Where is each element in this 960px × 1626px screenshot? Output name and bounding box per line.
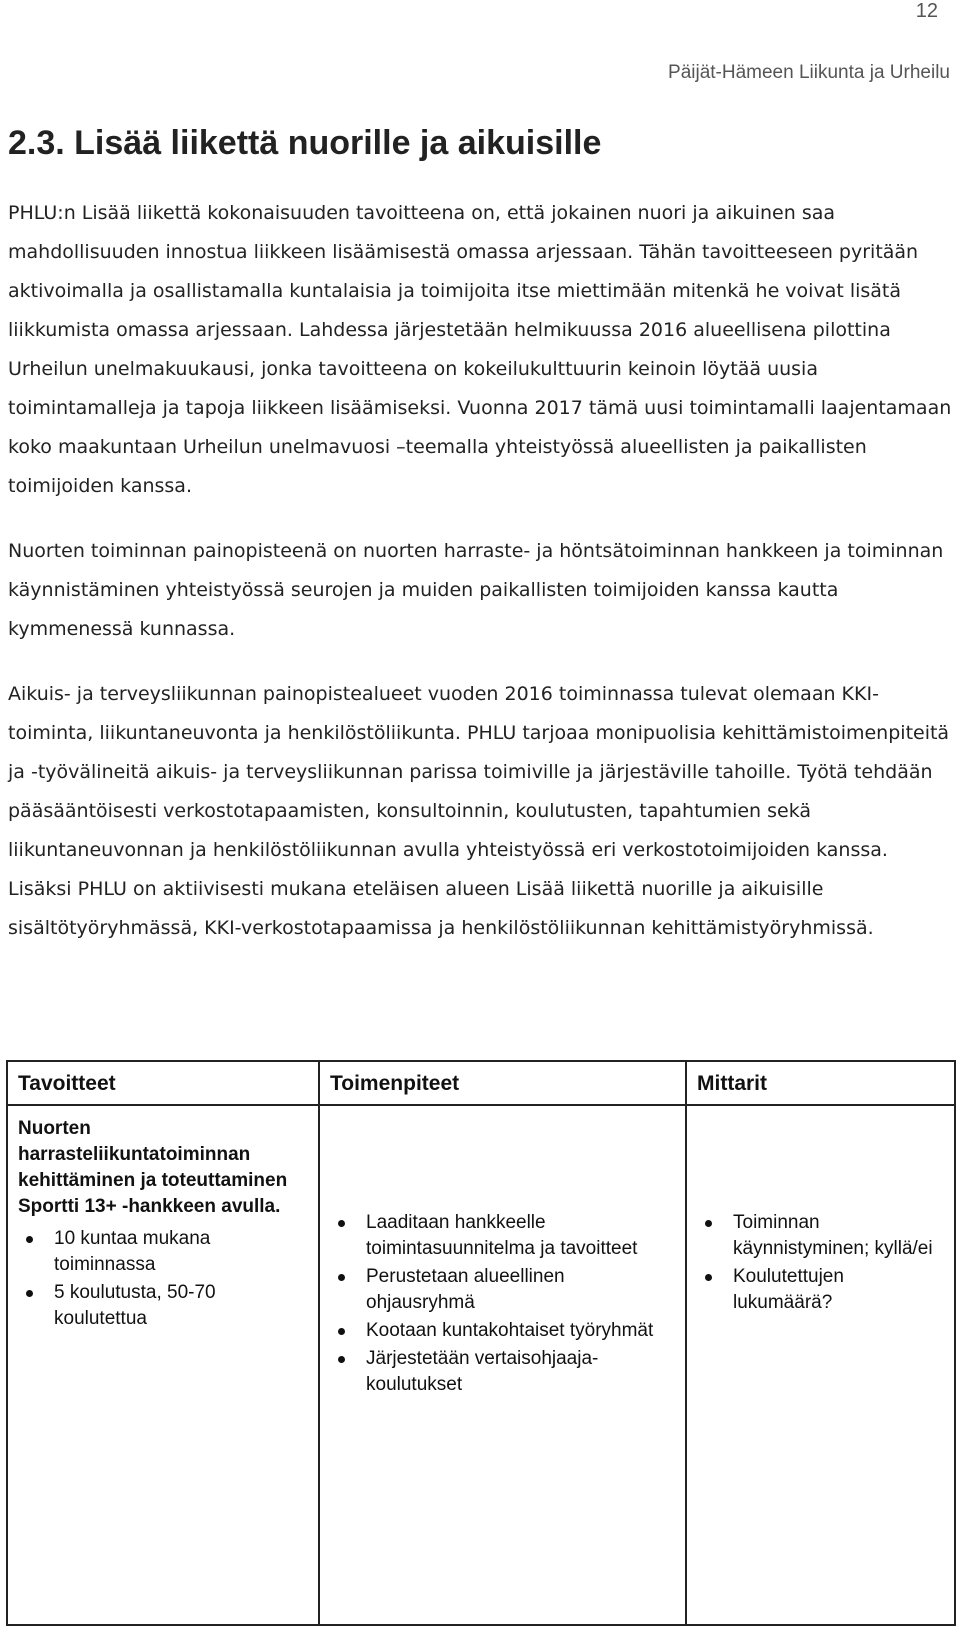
page-number: 12 — [915, 0, 938, 22]
paragraph-1: PHLU:n Lisää liikettä kokonaisuuden tavoitteena on, että jokainen nuori ja aikuinen saa mahdollisuuden innostua liikkeen lisäämisestä omassa arjessaan. Tähän tavoitteeseen pyritään aktivoimalla ja osallistamalla kuntalaisia ja toimijoita itse miettimään mitenkä he voivat lisätä liikkumista omassa arjessaan. Lahdessa järjestetään helmikuussa 2016 alueellisena pilottina Urheilun unelmakuukausi, jonka tavoitteena on kokeilukulttuurin keinoin löytää uusia toimintamalleja ja tapoja liikkeen lisäämiseksi. Vuonna 2017 tämä uusi toimintamalli laajentamaan koko maakuntaan Urheilun unelmavuosi –teemalla yhteistyössä alueellisten ja paikallisten toimijoiden kanssa. — [8, 202, 952, 497]
metrics-list — [697, 1210, 944, 1316]
goal-title: Nuorten harrasteliikuntatoiminnan kehittäminen ja toteuttaminen Sportti 13+ -hankkeen avulla. — [18, 1118, 288, 1217]
table-row — [7, 1105, 955, 1625]
list-item: Järjestetään vertaisohjaaja-koulutukset — [330, 1346, 675, 1398]
actions-cell — [319, 1105, 686, 1625]
list-item: Koulutettujen lukumäärä? — [697, 1264, 944, 1316]
goal-list — [18, 1226, 308, 1332]
metrics-cell — [686, 1105, 955, 1625]
actions-list — [330, 1210, 675, 1398]
table-header-row — [7, 1061, 955, 1105]
section-heading: 2.3. Lisää liikettä nuorille ja aikuisille — [8, 124, 602, 162]
header-metrics: Mittarit — [686, 1061, 955, 1105]
header-goals: Tavoitteet — [7, 1061, 319, 1105]
paragraph-3: Aikuis- ja terveysliikunnan painopistealueet vuoden 2016 toiminnassa tulevat olemaan KKI-toiminta, liikuntaneuvonta ja henkilöstöliikunta. PHLU tarjoaa monipuolisia kehittämistoimenpiteitä ja -työvälineitä aikuis- ja terveysliikunnan parissa toimiville ja järjestäville tahoille. Työtä tehdään pääsääntöisesti verkostotapaamisten, konsultoinnin, koulutusten, tapahtumien sekä liikuntaneuvonnan ja henkilöstöliikunnan avulla yhteistyössä eri verkostotoimijoiden kanssa. Lisäksi PHLU on aktiivisesti mukana eteläisen alueen Lisää liikettä nuorille ja aikuisille sisältötyöryhmässä, KKI-verkostotapaamissa ja henkilöstöliikunnan kehittämistyöryhmissä. — [8, 683, 950, 939]
list-item: Kootaan kuntakohtaiset työryhmät — [330, 1318, 675, 1344]
body-text — [8, 194, 952, 974]
goals-cell — [7, 1105, 319, 1625]
goals-table — [6, 1060, 956, 1626]
paragraph-2: Nuorten toiminnan painopisteenä on nuorten harraste- ja höntsätoiminnan hankkeen ja toiminnan käynnistäminen yhteistyössä seurojen ja muiden paikallisten toimijoiden kanssa kautta kymmenessä kunnassa. — [8, 540, 944, 640]
header-actions: Toimenpiteet — [319, 1061, 686, 1105]
organization-header: Päijät-Hämeen Liikunta ja Urheilu — [668, 62, 950, 83]
list-item: Toiminnan käynnistyminen; kyllä/ei — [697, 1210, 944, 1262]
list-item: 10 kuntaa mukana toiminnassa — [18, 1226, 308, 1278]
list-item: Laaditaan hankkeelle toimintasuunnitelma ja tavoitteet — [330, 1210, 675, 1262]
list-item: 5 koulutusta, 50-70 koulutettua — [18, 1280, 308, 1332]
list-item: Perustetaan alueellinen ohjausryhmä — [330, 1264, 675, 1316]
